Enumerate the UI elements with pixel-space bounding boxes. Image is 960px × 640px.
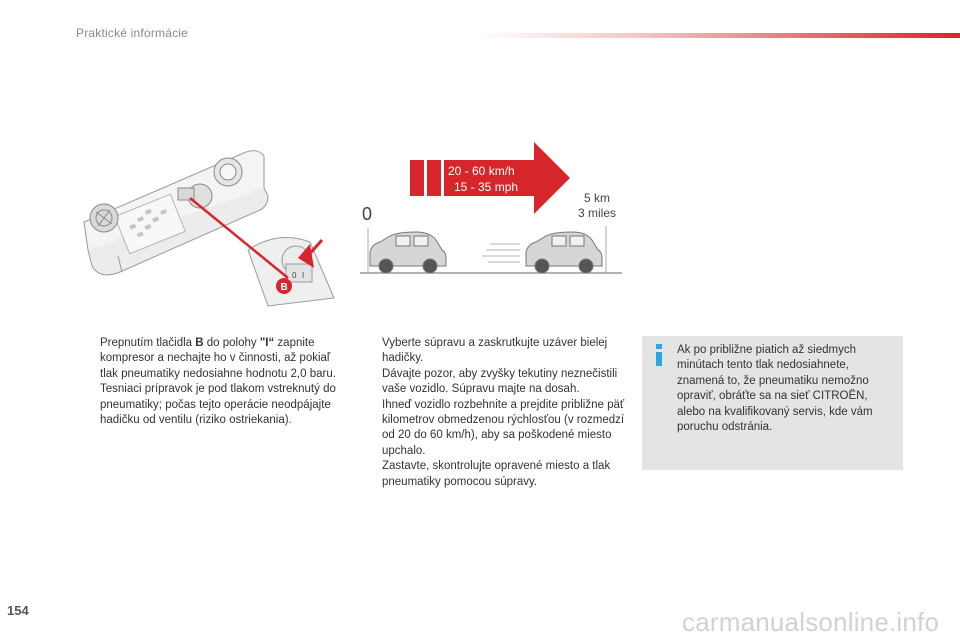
speed-mph-label: 15 - 35 mph	[454, 180, 519, 194]
speed-kmh-label: 20 - 60 km/h	[448, 164, 515, 178]
instruction-2-continuation: Dávajte pozor, aby zvyšky tekutiny neznečistili vaše vozidlo. Súpravu majte na dosah.	[382, 367, 618, 396]
callout-badge-b-label: B	[280, 282, 288, 293]
speed-bar-stripe-1	[410, 160, 424, 196]
instruction-1-pre: Prepnutím tlačidla	[100, 337, 196, 349]
info-box-text: Ak po približne piatich až siedmych minútach tento tlak nedosiahnete, znamená to, že pneumatiku nemožno opraviť, obráťte sa na sieť CITROËN, alebo na kvalifikovaný servis, kde vám poruchu odstránia.	[677, 344, 873, 434]
switch-detail	[248, 238, 334, 307]
instruction-1-post: zapnite kompresor a nechajte ho v činnosti, až pokiaľ tlak pneumatiky nedosiahne hodnotu 2,0 baru.	[100, 337, 336, 380]
compressor-kit-illustration	[78, 138, 340, 310]
instruction-1-position-ref: "I“	[259, 337, 275, 349]
watermark: carmanualsonline.info	[682, 607, 940, 637]
instruction-item-1	[78, 336, 340, 428]
switch-label-0: 0	[292, 271, 297, 280]
car-start	[370, 232, 446, 273]
info-icon	[652, 344, 666, 366]
instruction-2-text: Vyberte súpravu a zaskrutkujte uzáver bielej hadičky.	[382, 337, 608, 365]
instruction-1-continuation: Tesniaci prípravok je pod tlakom vstreknutý do pneumatiky; počas tejto operácie neodpájajte hadičku od ventilu (riziko ostriekania).	[100, 383, 336, 427]
instruction-item-2	[360, 336, 628, 398]
start-distance-label: 0	[362, 204, 373, 224]
speed-arrow	[444, 142, 570, 214]
instructions-column-1	[78, 336, 340, 428]
driving-distance-illustration	[360, 140, 622, 280]
page-header-title: Praktické informácie	[76, 26, 189, 40]
motion-streaks	[482, 244, 520, 262]
car-end	[526, 232, 602, 273]
end-distance-miles: 3 miles	[578, 206, 617, 220]
speed-bar-stripe-2	[427, 160, 441, 196]
hose-reel	[90, 204, 118, 232]
switch-label-1: I	[302, 271, 305, 280]
end-distance-km: 5 km	[584, 191, 611, 205]
info-box	[642, 336, 903, 470]
page-number: 154	[7, 603, 29, 618]
instruction-item-4	[360, 459, 628, 490]
instruction-4-text: Zastavte, skontrolujte opravené miesto a tlak pneumatiky pomocou súpravy.	[382, 460, 611, 488]
instruction-1-mid: do polohy	[203, 337, 260, 349]
instructions-column-2	[360, 336, 628, 490]
instruction-1-button-ref: B	[195, 337, 204, 349]
instruction-3-text: Ihneď vozidlo rozbehnite a prejdite približne päť kilometrov obmedzenou rýchlosťou (v rozmedzí od 20 do 60 km/h), aby sa poškodené miesto upchalo.	[382, 398, 625, 457]
instruction-item-3	[360, 398, 628, 460]
header-accent-bar	[478, 33, 960, 38]
